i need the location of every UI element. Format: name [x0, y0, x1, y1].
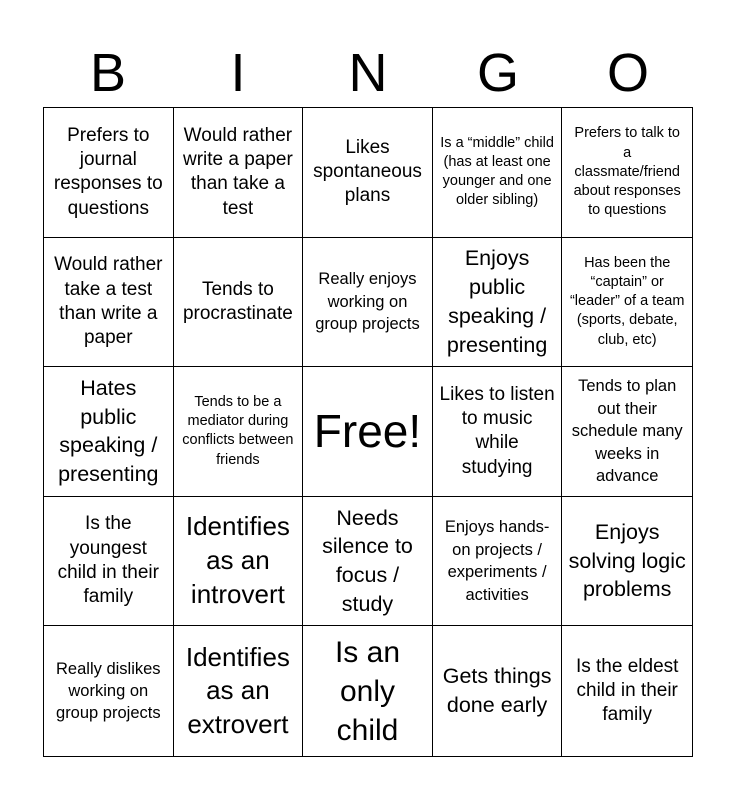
cell-text: Identifies as an introvert [185, 511, 290, 609]
cell-text: Is a “middle” child (has at least one younger and one older sibling) [440, 135, 554, 209]
bingo-cell-r2-c1[interactable] [44, 238, 174, 368]
bingo-cell-r1-c3[interactable] [303, 108, 433, 238]
cell-text: Enjoys public speaking / presenting [446, 246, 548, 357]
bingo-cell-r3-c2[interactable] [174, 367, 304, 497]
cell-text: Prefers to journal responses to questions [53, 124, 163, 219]
bingo-cell-r5-c3[interactable] [303, 626, 433, 756]
header-letter-o: O [606, 43, 649, 103]
bingo-cell-r4-c5[interactable] [562, 497, 692, 627]
cell-text: Prefers to talk to a classmate/friend about responses to questions [573, 125, 681, 218]
cell-text: Gets things done early [442, 664, 552, 718]
cell-text: Identifies as an extrovert [185, 641, 290, 740]
cell-text: Needs silence to focus / study [322, 505, 413, 616]
bingo-cell-r4-c2[interactable] [174, 497, 304, 627]
bingo-header [43, 40, 693, 106]
cell-text: Enjoys hands-on projects / experiments / activities [444, 518, 550, 604]
bingo-cell-r3-c1[interactable] [44, 367, 174, 497]
free-space-text: Free! [313, 405, 422, 458]
cell-text: Likes to listen to music while studying [439, 383, 555, 478]
bingo-cell-r3-c3-free[interactable] [303, 367, 433, 497]
cell-text: Is the youngest child in their family [57, 513, 159, 608]
cell-text: Tends to procrastinate [182, 278, 293, 324]
header-letter-b: B [89, 43, 127, 103]
header-letter-n: N [348, 43, 388, 103]
bingo-cell-r5-c4[interactable] [433, 626, 563, 756]
bingo-cell-r1-c1[interactable] [44, 108, 174, 238]
cell-text: Would rather take a test than write a paper [54, 254, 163, 349]
cell-text: Is the eldest child in their family [575, 655, 679, 726]
bingo-cell-r5-c2[interactable] [174, 626, 304, 756]
bingo-cell-r1-c4[interactable] [433, 108, 563, 238]
cell-text: Enjoys solving logic problems [568, 519, 686, 602]
cell-text: Hates public speaking / presenting [58, 375, 159, 487]
bingo-cell-r2-c4[interactable] [433, 238, 563, 368]
cell-text: Has been the “captain” or “leader” of a team (sports, debate, club, etc) [569, 255, 685, 348]
bingo-cell-r5-c1[interactable] [44, 626, 174, 756]
bingo-cell-r3-c5[interactable] [562, 367, 692, 497]
bingo-cell-r1-c2[interactable] [174, 108, 304, 238]
bingo-cell-r4-c3[interactable] [303, 497, 433, 627]
bingo-cell-r4-c1[interactable] [44, 497, 174, 627]
header-letter-g: G [476, 43, 519, 103]
bingo-cell-r5-c5[interactable] [562, 626, 692, 756]
bingo-cell-r2-c2[interactable] [174, 238, 304, 368]
bingo-cell-r2-c5[interactable] [562, 238, 692, 368]
bingo-cell-r2-c3[interactable] [303, 238, 433, 368]
cell-text: Tends to plan out their schedule many weeks in advance [571, 377, 683, 486]
bingo-cell-r4-c4[interactable] [433, 497, 563, 627]
cell-text: Really enjoys working on group projects [315, 270, 420, 334]
cell-text: Tends to be a mediator during conflicts between friends [182, 394, 294, 468]
cell-text: Likes spontaneous plans [313, 136, 422, 207]
bingo-board [43, 107, 693, 757]
bingo-cell-r3-c4[interactable] [433, 367, 563, 497]
bingo-cell-r1-c5[interactable] [562, 108, 692, 238]
cell-text: Would rather write a paper than take a test [182, 124, 293, 219]
header-letter-i: I [230, 43, 246, 103]
cell-text: Really dislikes working on group projects [56, 659, 161, 723]
cell-text: Is an only child [334, 635, 401, 747]
